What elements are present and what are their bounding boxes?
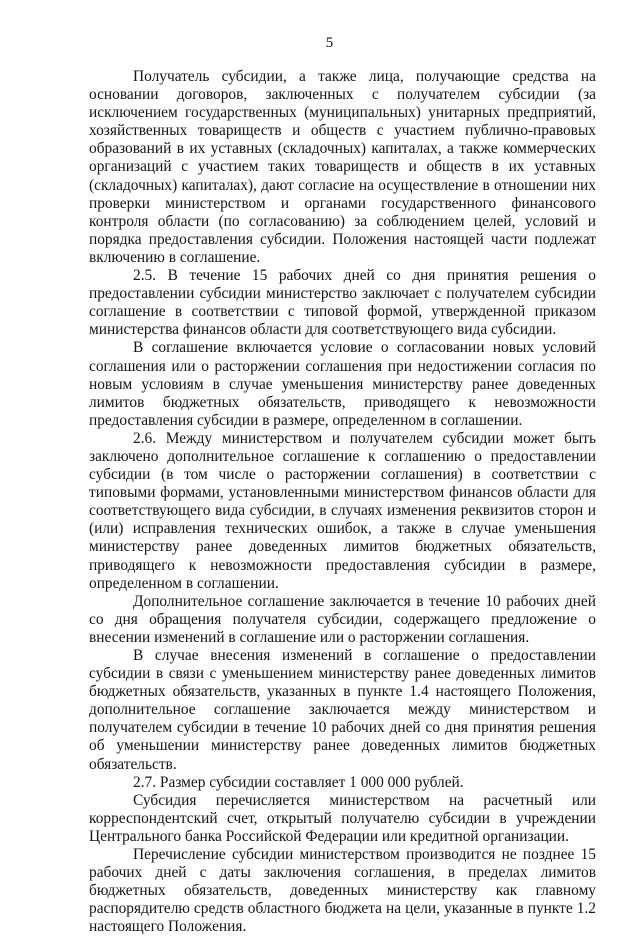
paragraph-additional-agreement-term: Дополнительное соглашение заключается в течение 10 рабочих дней со дня обращения получателя субсидии, содержащего предложение о внесении изменений в соглашение или о расторжении соглашения. — [89, 592, 596, 646]
paragraph-subsidy-transfer-term: Перечисление субсидии министерством производится не позднее 15 рабочих дней с даты заключения соглашения, в пределах лимитов бюджетных обязательств, доведенных министерству как главному распорядителю средств областного бюджета на цели, указанные в пункте 1.2 настоящего Положения. — [89, 846, 596, 936]
paragraph-agreement-conditions: В соглашение включается условие о согласовании новых условий соглашения или о расторжении соглашения при недостижении согласия по новым условиям в случае уменьшения министерству ранее доведенных лимитов бюджетных обязательств, приводящего к невозможности предоставления субсидии в размере, определенном в соглашении. — [89, 339, 596, 429]
paragraph-2-5-agreement-term: 2.5. В течение 15 рабочих дней со дня принятия решения о предоставлении субсидии министерство заключает с получателем субсидии соглашение в соответствии с типовой формой, утвержденной приказом министерства финансов области для соответствующего вида субсидии. — [89, 267, 596, 339]
paragraph-limits-reduction: В случае внесения изменений в соглашение о предоставлении субсидии в связи с уменьшением министерству ранее доведенных лимитов бюджетных обязательств, указанных в пункте 1.4 настоящего Положения, дополнительное соглашение заключается между министерством и получателем субсидии в течение 10 рабочих дней со дня принятия решения об уменьшении министерству ранее доведенных лимитов бюджетных обязательств. — [89, 647, 596, 773]
paragraph-2-6-additional-agreement: 2.6. Между министерством и получателем субсидии может быть заключено дополнительное соглашение к соглашению о предоставлении субсидии (в том числе о расторжении соглашения) в соответствии с типовыми формами, установленными министерством финансов области для соответствующего вида субсидии, в случаях изменения реквизитов сторон и (или) исправления технических ошибок, а также в случае уменьшения министерству ранее доведенных лимитов бюджетных обязательств, приводящего к невозможности предоставления субсидии в размере, определенном в соглашении. — [89, 429, 596, 592]
paragraph-control-consent: Получатель субсидии, а также лица, получающие средства на основании договоров, заключенных с получателем субсидии (за исключением государственных (муниципальных) унитарных предприятий, хозяйственных товариществ и обществ с участием публично-правовых образований в их уставных (складочных) капиталах, а также коммерческих организаций с участием таких товариществ и обществ в их уставных (складочных) капиталах), дают согласие на осуществление в отношении них проверки министерством и органами государственного финансового контроля области (по согласованию) за соблюдением целей, условий и порядка предоставления субсидии. Положения настоящей части подлежат включению в соглашение. — [89, 68, 596, 266]
paragraph-subsidy-transfer-account: Субсидия перечисляется министерством на расчетный или корреспондентский счет, открытый получателю субсидии в учреждении Центрального банка Российской Федерации или кредитной организации. — [89, 791, 596, 845]
page-number: 5 — [325, 35, 334, 51]
paragraph-2-7-subsidy-amount: 2.7. Размер субсидии составляет 1 000 000 рублей. — [133, 773, 464, 791]
